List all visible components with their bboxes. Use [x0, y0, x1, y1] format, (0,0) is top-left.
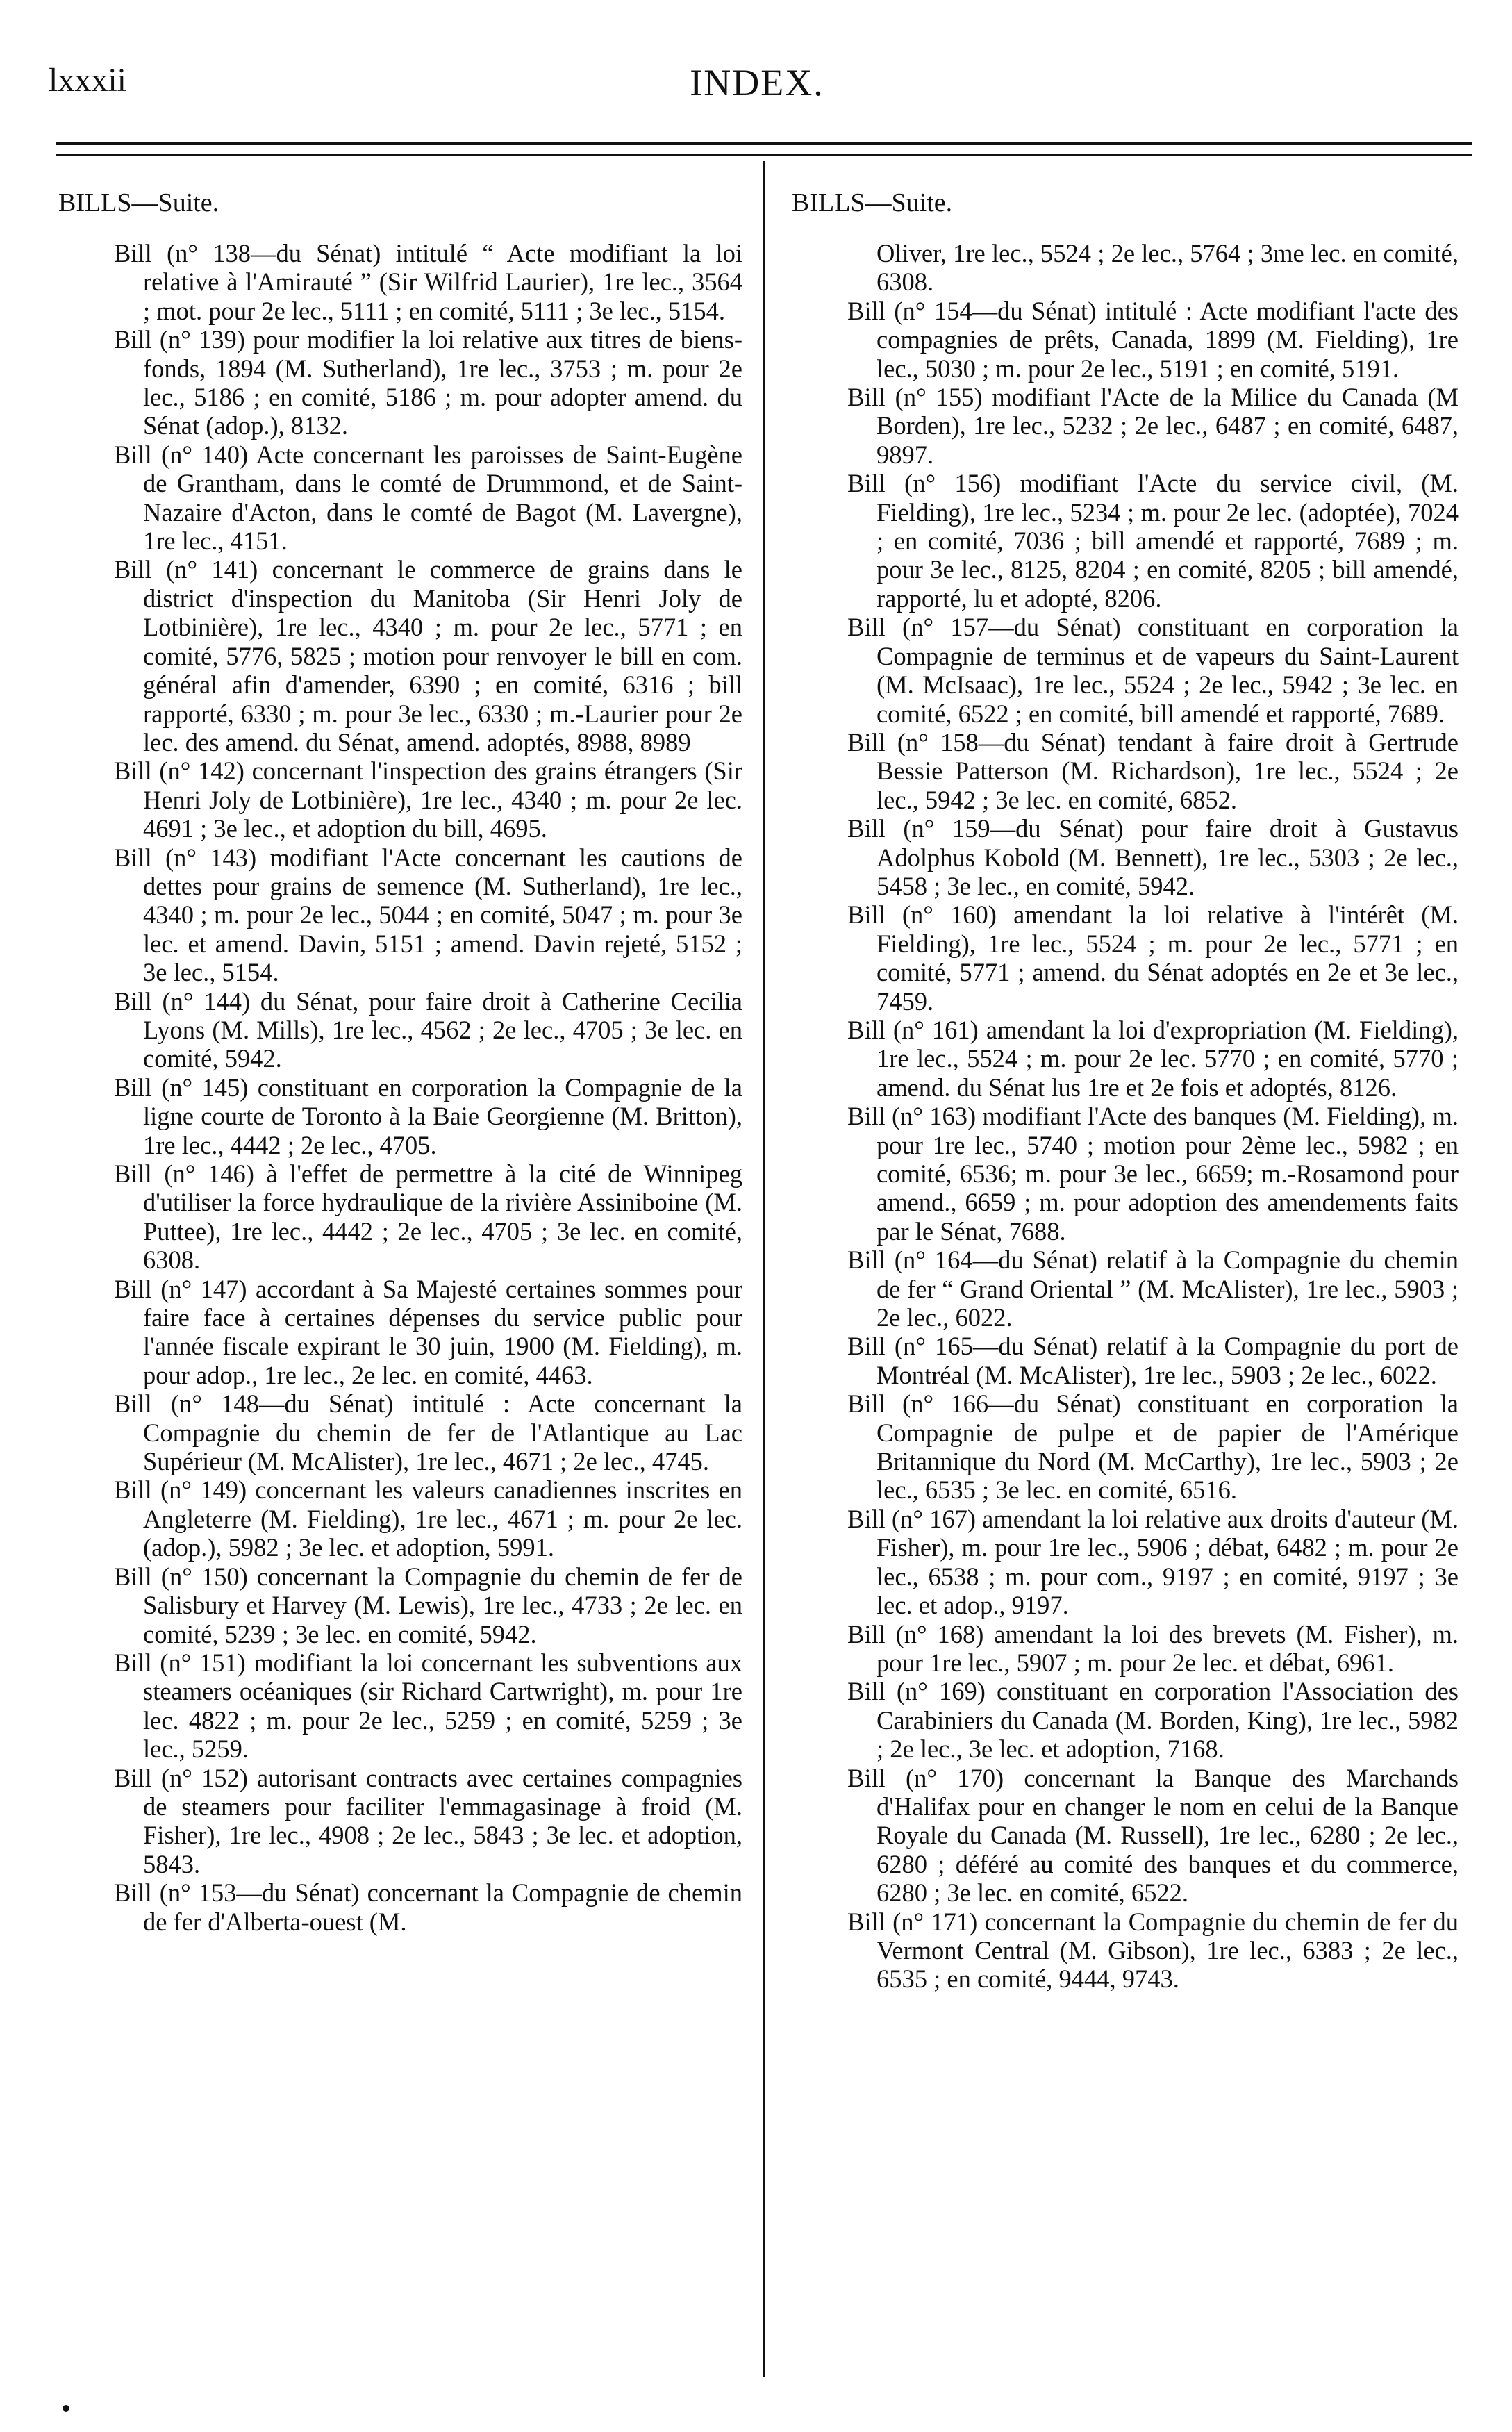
index-entry-continuation: Oliver, 1re lec., 5524 ; 2e lec., 5764 ; 3me lec. en comité, 6308.: [877, 239, 1459, 297]
header-rule-thin: [56, 154, 1472, 156]
index-entry: Bill (n° 140) Acte concernant les paroisses de Saint-Eugène de Grantham, dans le comté de Drummond, et de Saint-Nazaire d'Acton, dans le comté de Bagot (M. Lavergne), 1re lec., 4151.: [114, 440, 742, 556]
index-entry: Bill (n° 171) concernant la Compagnie du chemin de fer du Vermont Central (M. Gibson), 1re lec., 6383 ; 2e lec., 6535 ; en comité, 9444, 9743.: [847, 1907, 1459, 1994]
index-entry: Bill (n° 155) modifiant l'Acte de la Milice du Canada (M Borden), 1re lec., 5232 ; 2e lec., 6487 ; en comité, 6487, 9897.: [847, 383, 1459, 469]
index-entry: Bill (n° 141) concernant le commerce de grains dans le district d'inspection du Manitoba (Sir Henri Joly de Lotbinière), 1re lec., 4340 ; m. pour 2e lec., 5771 ; en comité, 5776, 5825 ; motion pour renvoyer le bill en com. général afin d'amender, 6390 ; en comité, 6316 ; bill rapporté, 6330 ; m. pour 3e lec., 6330 ; m.-Laurier pour 2e lec. des amend. du Sénat, amend. adoptés, 8988, 8989: [114, 555, 742, 756]
page-title: INDEX.: [690, 62, 824, 104]
index-entry: Bill (n° 166—du Sénat) constituant en corporation la Compagnie de pulpe et de papier de l'Amérique Britannique du Nord (M. McCarthy), 1re lec., 5903 ; 2e lec., 6535 ; 3e lec. en comité, 6516.: [847, 1389, 1459, 1505]
index-entry: Bill (n° 158—du Sénat) tendant à faire droit à Gertrude Bessie Patterson (M. Richardson), 1re lec., 5524 ; 2e lec., 5942 ; 3e lec. en comité, 6852.: [847, 727, 1459, 814]
index-entry: Bill (n° 168) amendant la loi des brevets (M. Fisher), m. pour 1re lec., 5907 ; m. pour 2e lec. et débat, 6961.: [847, 1619, 1459, 1677]
index-entry: Bill (n° 146) à l'effet de permettre à la cité de Winnipeg d'utiliser la force hydraulique de la rivière Assiniboine (M. Puttee), 1re lec., 4442 ; 2e lec., 4705 ; 3e lec. en comité, 6308.: [114, 1159, 742, 1275]
index-entry: Bill (n° 169) constituant en corporation l'Association des Carabiniers du Canada (M. Borden, King), 1re lec., 5982 ; 2e lec., 3e lec. et adoption, 7168.: [847, 1677, 1459, 1764]
index-entry: Bill (n° 170) concernant la Banque des Marchands d'Halifax pour en changer le nom en celui de la Banque Royale du Canada (M. Russell), 1re lec., 6280 ; 2e lec., 6280 ; déféré au comité des banques et du commerce, 6280 ; 3e lec. en comité, 6522.: [847, 1763, 1459, 1908]
index-entry: Bill (n° 139) pour modifier la loi relative aux titres de biens-fonds, 1894 (M. Sutherland), 1re lec., 3753 ; m. pour 2e lec., 5186 ; en comité, 5186 ; m. pour adopter amend. du Sénat (adop.), 8132.: [114, 325, 742, 440]
section-heading: BILLS—Suite.: [58, 188, 219, 217]
section-heading: BILLS—Suite.: [792, 188, 953, 217]
index-entry: Bill (n° 150) concernant la Compagnie du chemin de fer de Salisbury et Harvey (M. Lewis), 1re lec., 4733 ; 2e lec. en comité, 5239 ; 3e lec. en comité, 5942.: [114, 1562, 742, 1648]
margin-dot: [63, 2405, 69, 2412]
left-column: [58, 188, 742, 1936]
index-entry: Bill (n° 154—du Sénat) intitulé : Acte modifiant l'acte des compagnies de prêts, Canada, 1899 (M. Fielding), 1re lec., 5030 ; m. pour 2e lec., 5191 ; en comité, 5191.: [847, 296, 1459, 383]
index-entry: Bill (n° 157—du Sénat) constituant en corporation la Compagnie de terminus et de vapeurs du Saint-Laurent (M. McIsaac), 1re lec., 5524 ; 2e lec., 5942 ; 3e lec. en comité, 6522 ; en comité, bill amendé et rapporté, 7689.: [847, 613, 1459, 728]
index-entry: Bill (n° 148—du Sénat) intitulé : Acte concernant la Compagnie du chemin de fer de l'Atlantique au Lac Supérieur (M. McAlister), 1re lec., 4671 ; 2e lec., 4745.: [114, 1389, 742, 1476]
index-entry: Bill (n° 151) modifiant la loi concernant les subventions aux steamers océaniques (sir Richard Cartwright), m. pour 1re lec. 4822 ; m. pour 2e lec., 5259 ; en comité, 5259 ; 3e lec., 5259.: [114, 1648, 742, 1764]
index-entry: Bill (n° 144) du Sénat, pour faire droit à Catherine Cecilia Lyons (M. Mills), 1re lec., 4562 ; 2e lec., 4705 ; 3e lec. en comité, 5942.: [114, 986, 742, 1073]
index-entry: Bill (n° 138—du Sénat) intitulé “ Acte modifiant la loi relative à l'Amirauté ” (Sir Wilfrid Laurier), 1re lec., 3564 ; mot. pour 2e lec., 5111 ; en comité, 5111 ; 3e lec., 5154.: [114, 239, 742, 325]
index-entry: Bill (n° 161) amendant la loi d'expropriation (M. Fielding), 1re lec., 5524 ; m. pour 2e lec. 5770 ; en comité, 5770 ; amend. du Sénat lus 1re et 2e fois et adoptés, 8126.: [847, 1015, 1459, 1102]
page-header: [49, 61, 1465, 124]
index-entry: Bill (n° 156) modifiant l'Acte du service civil, (M. Fielding), 1re lec., 5234 ; m. pour 2e lec. (adoptée), 7024 ; en comité, 7036 ; bill amendé et rapporté, 7689 ; m. pour 3e lec., 8125, 8204 ; en comité, 8205 ; bill amendé, rapporté, lu et adopté, 8206.: [847, 469, 1459, 613]
index-entry: Bill (n° 167) amendant la loi relative aux droits d'auteur (M. Fisher), m. pour 1re lec., 5906 ; débat, 6482 ; m. pour 2e lec., 6538 ; m. pour com., 9197 ; en comité, 9197 ; 3e lec. et adop., 9197.: [847, 1504, 1459, 1620]
page-number: lxxxii: [49, 62, 127, 99]
right-column: [792, 188, 1459, 1994]
index-entry: Bill (n° 159—du Sénat) pour faire droit à Gustavus Adolphus Kobold (M. Bennett), 1re lec., 5303 ; 2e lec., 5458 ; 3e lec., en comité, 5942.: [847, 814, 1459, 900]
index-entry: Bill (n° 149) concernant les valeurs canadiennes inscrites en Angleterre (M. Fielding), 1re lec., 4671 ; m. pour 2e lec. (adop.), 5982 ; 3e lec. et adoption, 5991.: [114, 1475, 742, 1562]
index-entry: Bill (n° 145) constituant en corporation la Compagnie de la ligne courte de Toronto à la Baie Georgienne (M. Britton), 1re lec., 4442 ; 2e lec., 4705.: [114, 1073, 742, 1159]
index-entry: Bill (n° 153—du Sénat) concernant la Compagnie de chemin de fer d'Alberta-ouest (M.: [114, 1878, 742, 1936]
index-entry: Bill (n° 143) modifiant l'Acte concernant les cautions de dettes pour grains de semence (M. Sutherland), 1re lec., 4340 ; m. pour 2e lec., 5044 ; en comité, 5047 ; m. pour 3e lec. et amend. Davin, 5151 ; amend. Davin rejeté, 5152 ; 3e lec., 5154.: [114, 843, 742, 987]
index-entry: Bill (n° 147) accordant à Sa Majesté certaines sommes pour faire face à certaines dépenses du service public pour l'année fiscale expirant le 30 juin, 1900 (M. Fielding), m. pour adop., 1re lec., 2e lec. en comité, 4463.: [114, 1274, 742, 1389]
column-divider: [763, 161, 765, 2377]
index-entry: Bill (n° 160) amendant la loi relative à l'intérêt (M. Fielding), 1re lec., 5524 ; m. pour 2e lec., 5771 ; en comité, 5771 ; amend. du Sénat adoptés en 2e et 3e lec., 7459.: [847, 900, 1459, 1016]
index-entry: Bill (n° 163) modifiant l'Acte des banques (M. Fielding), m. pour 1re lec., 5740 ; motion pour 2ème lec., 5982 ; en comité, 6536; m. pour 3e lec., 6659; m.-Rosamond pour amend., 6659 ; m. pour adoption des amendements faits par le Sénat, 7688.: [847, 1102, 1459, 1246]
index-entry: Bill (n° 165—du Sénat) relatif à la Compagnie du port de Montréal (M. McAlister), 1re lec., 5903 ; 2e lec., 6022.: [847, 1332, 1459, 1389]
header-rule: [56, 142, 1472, 145]
index-entry: Bill (n° 142) concernant l'inspection des grains étrangers (Sir Henri Joly de Lotbinière), 1re lec., 4340 ; m. pour 2e lec. 4691 ; 3e lec., et adoption du bill, 4695.: [114, 756, 742, 843]
index-entry: Bill (n° 164—du Sénat) relatif à la Compagnie du chemin de fer “ Grand Oriental ” (M. McAlister), 1re lec., 5903 ; 2e lec., 6022.: [847, 1246, 1459, 1332]
index-entry: Bill (n° 152) autorisant contracts avec certaines compagnies de steamers pour faciliter l'emmagasinage à froid (M. Fisher), 1re lec., 4908 ; 2e lec., 5843 ; 3e lec. et adoption, 5843.: [114, 1763, 742, 1878]
